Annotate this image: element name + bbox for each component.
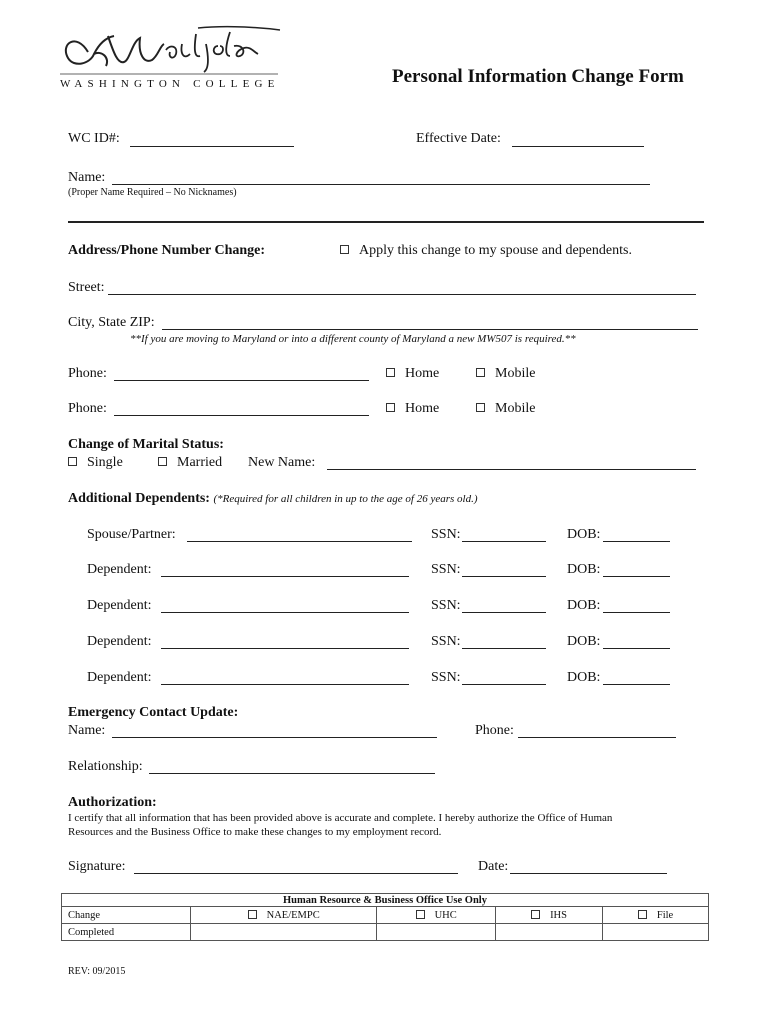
phone-1-field[interactable] [114, 380, 369, 381]
dependent-4-field[interactable] [161, 684, 409, 685]
checkbox-icon [158, 457, 167, 466]
phone-1-home-option[interactable] [386, 366, 439, 382]
signature-logo-graphic [58, 24, 283, 76]
checkbox-icon [386, 368, 395, 377]
dependent-1-label: Dependent: [87, 562, 152, 577]
file-label: File [656, 909, 674, 921]
dependent-3-dob-label: DOB: [567, 634, 601, 649]
dependent-2-dob-field[interactable] [603, 612, 670, 613]
completed-nae-empc-cell[interactable] [191, 924, 377, 941]
checkbox-icon [248, 910, 257, 919]
checkbox-icon [416, 910, 425, 919]
ihs-option[interactable] [495, 907, 602, 924]
dependent-4-dob-field[interactable] [603, 684, 670, 685]
dependent-3-ssn-label: SSN: [431, 634, 461, 649]
married-option[interactable] [158, 455, 222, 471]
date-field[interactable] [510, 873, 667, 874]
signature-label: Signature: [68, 859, 126, 874]
authorization-text-line-1: I certify that all information that has been provided above is accurate and complete. I hereby authorize the Office of Human [68, 812, 613, 824]
completed-file-cell[interactable] [603, 924, 709, 941]
dependent-4-label: Dependent: [87, 670, 152, 685]
apply-to-dependents-option[interactable] [340, 243, 632, 259]
dependent-4-ssn-field[interactable] [462, 684, 546, 685]
mobile-label: Mobile [495, 401, 536, 416]
dependent-1-field[interactable] [161, 576, 409, 577]
form-title: Personal Information Change Form [392, 66, 684, 87]
checkbox-icon [68, 457, 77, 466]
single-option[interactable] [68, 455, 123, 471]
new-name-label: New Name: [248, 455, 316, 470]
checkbox-icon [476, 368, 485, 377]
college-name: WASHINGTON COLLEGE [60, 78, 280, 90]
phone-2-label: Phone: [68, 401, 107, 416]
signature-field[interactable] [134, 873, 458, 874]
relationship-field[interactable] [149, 773, 435, 774]
office-use-heading: Human Resource & Business Office Use Only [62, 894, 709, 907]
married-label: Married [177, 455, 223, 470]
dependent-2-label: Dependent: [87, 598, 152, 613]
dependent-3-label: Dependent: [87, 634, 152, 649]
name-label: Name: [68, 170, 106, 185]
phone-2-home-option[interactable] [386, 401, 439, 417]
spouse-partner-field[interactable] [187, 541, 412, 542]
dependent-4-dob-label: DOB: [567, 670, 601, 685]
spouse-ssn-field[interactable] [462, 541, 546, 542]
completed-ihs-cell[interactable] [495, 924, 602, 941]
phone-2-field[interactable] [114, 415, 369, 416]
nae-empc-option[interactable] [191, 907, 377, 924]
checkbox-icon [531, 910, 540, 919]
checkbox-icon [638, 910, 647, 919]
dependent-1-ssn-field[interactable] [462, 576, 546, 577]
wc-id-field[interactable] [130, 146, 294, 147]
spouse-dob-label: DOB: [567, 527, 601, 542]
home-label: Home [405, 401, 440, 416]
dependent-3-dob-field[interactable] [603, 648, 670, 649]
single-label: Single [87, 455, 123, 470]
change-label: Change [62, 907, 191, 924]
city-state-zip-label: City, State ZIP: [68, 315, 155, 330]
spouse-partner-label: Spouse/Partner: [87, 527, 176, 542]
new-name-field[interactable] [327, 469, 696, 470]
home-label: Home [405, 366, 440, 381]
effective-date-field[interactable] [512, 146, 644, 147]
relationship-label: Relationship: [68, 759, 143, 774]
spouse-dob-field[interactable] [603, 541, 670, 542]
dependent-3-ssn-field[interactable] [462, 648, 546, 649]
emergency-name-field[interactable] [112, 737, 437, 738]
address-heading: Address/Phone Number Change: [68, 243, 266, 258]
file-option[interactable] [603, 907, 709, 924]
revision-label: REV: 09/2015 [68, 966, 126, 977]
completed-label: Completed [62, 924, 191, 941]
date-label: Date: [478, 859, 509, 874]
dependents-header [68, 491, 478, 507]
spouse-ssn-label: SSN: [431, 527, 461, 542]
checkbox-icon [476, 403, 485, 412]
mobile-label: Mobile [495, 366, 536, 381]
phone-1-mobile-option[interactable] [476, 366, 535, 382]
apply-to-dependents-label: Apply this change to my spouse and dependents. [359, 243, 632, 258]
office-use-table [61, 893, 709, 941]
uhc-option[interactable] [377, 907, 496, 924]
dependent-2-field[interactable] [161, 612, 409, 613]
section-divider [68, 221, 704, 223]
authorization-heading: Authorization: [68, 795, 157, 810]
dependents-heading: Additional Dependents: [68, 491, 210, 506]
dependent-1-dob-label: DOB: [567, 562, 601, 577]
name-field[interactable] [112, 184, 650, 185]
phone-1-label: Phone: [68, 366, 107, 381]
marital-heading: Change of Marital Status: [68, 437, 224, 452]
city-state-zip-field[interactable] [162, 329, 698, 330]
authorization-text-line-2: Resources and the Business Office to make these changes to my employment record. [68, 826, 442, 838]
dependent-1-ssn-label: SSN: [431, 562, 461, 577]
effective-date-label: Effective Date: [416, 131, 501, 146]
ihs-label: IHS [550, 909, 567, 921]
dependent-2-ssn-label: SSN: [431, 598, 461, 613]
emergency-phone-label: Phone: [475, 723, 514, 738]
emergency-phone-field[interactable] [518, 737, 676, 738]
street-label: Street: [68, 280, 105, 295]
checkbox-icon [386, 403, 395, 412]
checkbox-icon [340, 245, 349, 254]
dependent-4-ssn-label: SSN: [431, 670, 461, 685]
name-note: (Proper Name Required – No Nicknames) [68, 187, 237, 198]
dependent-3-field[interactable] [161, 648, 409, 649]
dependent-2-dob-label: DOB: [567, 598, 601, 613]
dependent-2-ssn-field[interactable] [462, 612, 546, 613]
dependents-note: (*Required for all children in up to the age of 26 years old.) [213, 493, 478, 505]
dependent-1-dob-field[interactable] [603, 576, 670, 577]
uhc-label: UHC [434, 909, 457, 921]
completed-uhc-cell[interactable] [377, 924, 496, 941]
phone-2-mobile-option[interactable] [476, 401, 535, 417]
nae-empc-label: NAE/EMPC [266, 909, 320, 921]
emergency-heading: Emergency Contact Update: [68, 705, 239, 720]
mw507-note: **If you are moving to Maryland or into a different county of Maryland a new MW507 is required.** [130, 333, 576, 345]
wc-id-label: WC ID#: [68, 131, 120, 146]
emergency-name-label: Name: [68, 723, 106, 738]
street-field[interactable] [108, 294, 696, 295]
